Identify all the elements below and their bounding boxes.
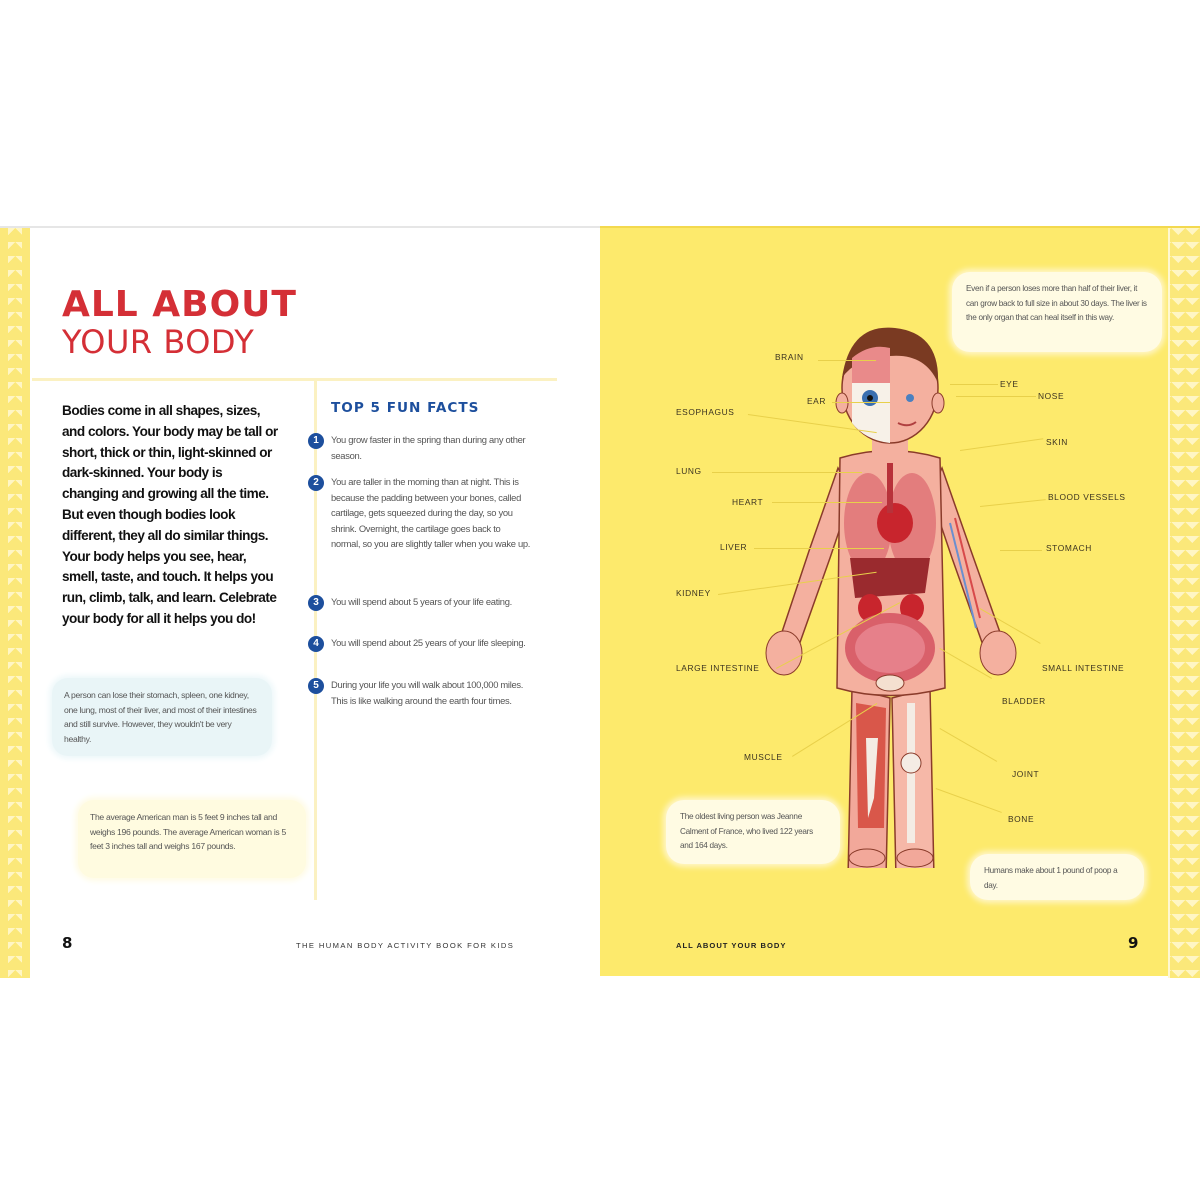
leader-line (956, 396, 1036, 397)
label-esophagus: ESOPHAGUS (676, 407, 735, 417)
label-brain: BRAIN (775, 352, 804, 362)
label-kidney: KIDNEY (676, 588, 711, 598)
label-muscle: MUSCLE (744, 752, 783, 762)
human-body-illustration (740, 318, 1040, 868)
number-badge-icon: 5 (308, 678, 324, 694)
fact-text: You grow faster in the spring than during any other season. (331, 434, 526, 461)
number-badge-icon: 1 (308, 433, 324, 449)
leader-line (832, 402, 890, 403)
page-number-right: 9 (1128, 934, 1139, 952)
label-liver: LIVER (720, 542, 748, 552)
leader-line (772, 502, 882, 503)
page-number-left: 8 (62, 934, 73, 952)
chevron-border-right (1170, 228, 1200, 978)
callout-organs: A person can lose their stomach, spleen, one kidney, one lung, most of their liver, and most of their intestines and still survive. However, they wouldn't be very healthy. (52, 678, 272, 756)
number-badge-icon: 3 (308, 595, 324, 611)
leader-line (950, 384, 998, 385)
page-title (62, 286, 297, 360)
leader-line (754, 548, 884, 549)
number-badge-icon: 4 (308, 636, 324, 652)
body-outline-icon (766, 328, 1016, 868)
label-lung: LUNG (676, 466, 702, 476)
label-skin: SKIN (1046, 437, 1068, 447)
horizontal-divider (32, 378, 557, 381)
fact-text: You will spend about 5 years of your life eating. (331, 596, 512, 607)
label-bone: BONE (1008, 814, 1035, 824)
fact-text: During your life you will walk about 100,000 miles. This is like walking around the earth four times. (331, 679, 524, 706)
leader-line (712, 472, 862, 473)
callout-average-height: The average American man is 5 feet 9 inches tall and weighs 196 pounds. The average American woman is 5 feet 3 inches tall and weighs 167 pounds. (78, 800, 306, 878)
running-footer-left: THE HUMAN BODY ACTIVITY BOOK FOR KIDS (296, 941, 515, 950)
chevron-border-left (0, 228, 30, 978)
running-footer-right: ALL ABOUT YOUR BODY (676, 941, 787, 950)
label-heart: HEART (732, 497, 764, 507)
leader-line (1000, 550, 1042, 551)
callout-poop: Humans make about 1 pound of poop a day. (970, 854, 1144, 900)
fact-text: You will spend about 25 years of your life sleeping. (331, 637, 526, 648)
label-ear: EAR (807, 396, 827, 406)
number-badge-icon: 2 (308, 475, 324, 491)
label-nose: NOSE (1038, 391, 1065, 401)
title-line-2: YOUR BODY (62, 323, 255, 361)
label-blood-vessels: BLOOD VESSELS (1048, 492, 1126, 502)
left-page (0, 226, 600, 976)
label-joint: JOINT (1012, 769, 1040, 779)
label-eye: EYE (1000, 379, 1019, 389)
fact-text: You are taller in the morning than at night. This is because the padding between your bones, called cartilage, gets squeezed during the day, so you shrink. Overnight, the cartilage goes back to normal, so you are slightly taller when you wake up. (331, 476, 531, 550)
label-stomach: STOMACH (1046, 543, 1092, 553)
title-line-1: ALL ABOUT (62, 284, 297, 325)
intro-paragraph: Bodies come in all shapes, sizes, and colors. Your body may be tall or short, thick or thin, light-skinned or dark-skinned. Your body is changing and growing all the time. But even though bodies look different, they all do similar things. Your body helps you see, hear, smell, taste, and touch. It helps you run, climb, talk, and learn. Celebrate your body for all it helps you do! (62, 403, 278, 626)
callout-oldest-person: The oldest living person was Jeanne Calment of France, who lived 122 years and 164 days. (666, 800, 840, 864)
label-bladder: BLADDER (1002, 696, 1046, 706)
callout-liver: Even if a person loses more than half of their liver, it can grow back to full size in about 30 days. The liver is the only organ that can heal itself in this way. (952, 272, 1162, 352)
book-spread (0, 226, 1200, 976)
fun-facts-heading: TOP 5 FUN FACTS (331, 400, 480, 416)
label-small-intestine: SMALL INTESTINE (1042, 663, 1125, 673)
right-page (600, 226, 1200, 976)
leader-line (818, 360, 876, 361)
label-large-intestine: LARGE INTESTINE (676, 663, 760, 673)
